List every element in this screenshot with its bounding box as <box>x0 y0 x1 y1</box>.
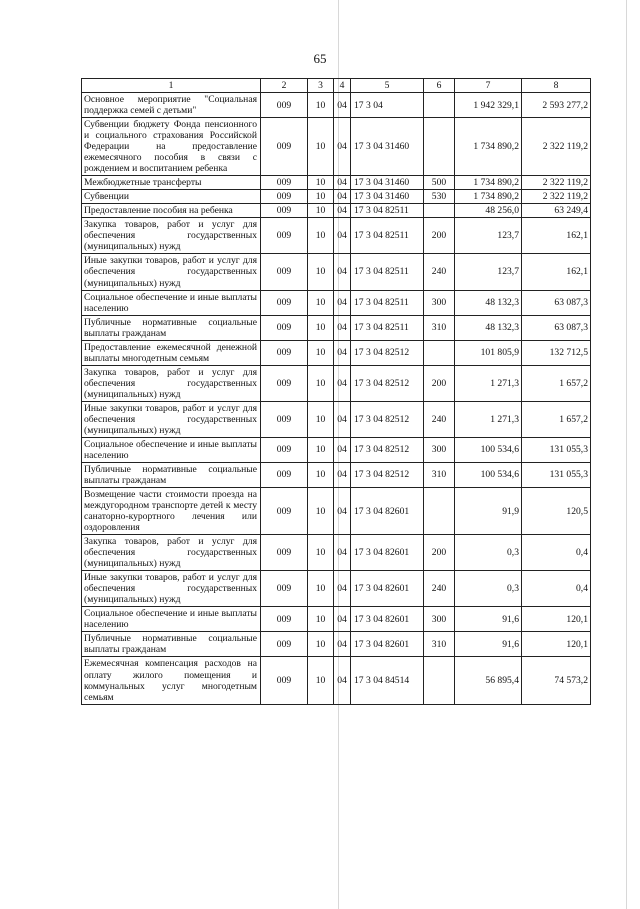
target-article-code: 17 3 04 82512 <box>351 340 424 365</box>
amount-col-8: 162,1 <box>522 218 591 254</box>
target-article-code: 17 3 04 84514 <box>351 657 424 704</box>
target-article-code: 17 3 04 82511 <box>351 315 424 340</box>
section-code: 10 <box>308 218 334 254</box>
section-code: 10 <box>308 190 334 204</box>
amount-col-8: 0,4 <box>522 535 591 571</box>
target-article-code: 17 3 04 82601 <box>351 535 424 571</box>
section-code: 10 <box>308 93 334 118</box>
section-code: 10 <box>308 365 334 401</box>
subsection-code: 04 <box>334 462 351 487</box>
expense-type-code <box>424 488 455 535</box>
row-name: Публичные нормативные социальные выплаты гражданам <box>82 632 261 657</box>
expense-type-code: 300 <box>424 290 455 315</box>
expense-type-code <box>424 204 455 218</box>
column-header-5: 5 <box>351 79 424 93</box>
section-code: 10 <box>308 437 334 462</box>
subsection-code: 04 <box>334 190 351 204</box>
amount-col-7: 1 271,3 <box>455 401 522 437</box>
table-body <box>82 93 591 705</box>
amount-col-7: 91,9 <box>455 488 522 535</box>
subsection-code: 04 <box>334 571 351 607</box>
column-header-4: 4 <box>334 79 351 93</box>
admin-code: 009 <box>261 632 308 657</box>
admin-code: 009 <box>261 462 308 487</box>
table-row <box>82 462 591 487</box>
amount-col-8: 1 657,2 <box>522 401 591 437</box>
row-name: Субвенции бюджету Фонда пенсионного и социального страхования Российской Федерации на предоставление ежемесячного пособия в связи с рождением и воспитанием ребенка <box>82 118 261 176</box>
row-name: Субвенции <box>82 190 261 204</box>
expense-type-code: 200 <box>424 365 455 401</box>
section-code: 10 <box>308 632 334 657</box>
subsection-code: 04 <box>334 437 351 462</box>
subsection-code: 04 <box>334 290 351 315</box>
admin-code: 009 <box>261 218 308 254</box>
admin-code: 009 <box>261 437 308 462</box>
table-row <box>82 190 591 204</box>
subsection-code: 04 <box>334 401 351 437</box>
amount-col-7: 56 895,4 <box>455 657 522 704</box>
expense-type-code: 530 <box>424 190 455 204</box>
admin-code: 009 <box>261 93 308 118</box>
subsection-code: 04 <box>334 204 351 218</box>
amount-col-8: 74 573,2 <box>522 657 591 704</box>
amount-col-7: 100 534,6 <box>455 437 522 462</box>
amount-col-8: 162,1 <box>522 254 591 290</box>
section-code: 10 <box>308 571 334 607</box>
subsection-code: 04 <box>334 657 351 704</box>
table-row <box>82 176 591 190</box>
table-row <box>82 401 591 437</box>
row-name: Закупка товаров, работ и услуг для обеспечения государственных (муниципальных) нужд <box>82 365 261 401</box>
expense-type-code <box>424 93 455 118</box>
row-name: Социальное обеспечение и иные выплаты населению <box>82 437 261 462</box>
target-article-code: 17 3 04 82512 <box>351 437 424 462</box>
table-row <box>82 365 591 401</box>
subsection-code: 04 <box>334 340 351 365</box>
budget-table-container <box>81 78 590 705</box>
table-row <box>82 93 591 118</box>
section-code: 10 <box>308 118 334 176</box>
target-article-code: 17 3 04 82512 <box>351 462 424 487</box>
section-code: 10 <box>308 315 334 340</box>
amount-col-8: 120,5 <box>522 488 591 535</box>
subsection-code: 04 <box>334 254 351 290</box>
table-row <box>82 437 591 462</box>
expense-type-code: 300 <box>424 607 455 632</box>
column-header-1: 1 <box>82 79 261 93</box>
target-article-code: 17 3 04 82511 <box>351 290 424 315</box>
table-row <box>82 118 591 176</box>
target-article-code: 17 3 04 82601 <box>351 571 424 607</box>
table-row <box>82 254 591 290</box>
table-header-row <box>82 79 591 93</box>
amount-col-7: 1 271,3 <box>455 365 522 401</box>
amount-col-7: 1 734 890,2 <box>455 118 522 176</box>
table-row <box>82 218 591 254</box>
expense-type-code: 240 <box>424 254 455 290</box>
table-row <box>82 571 591 607</box>
amount-col-7: 0,3 <box>455 571 522 607</box>
target-article-code: 17 3 04 82601 <box>351 488 424 535</box>
admin-code: 009 <box>261 607 308 632</box>
subsection-code: 04 <box>334 315 351 340</box>
section-code: 10 <box>308 462 334 487</box>
admin-code: 009 <box>261 340 308 365</box>
amount-col-8: 131 055,3 <box>522 462 591 487</box>
expense-type-code: 200 <box>424 535 455 571</box>
target-article-code: 17 3 04 31460 <box>351 118 424 176</box>
amount-col-7: 1 734 890,2 <box>455 176 522 190</box>
subsection-code: 04 <box>334 118 351 176</box>
admin-code: 009 <box>261 365 308 401</box>
amount-col-8: 120,1 <box>522 632 591 657</box>
expense-type-code: 310 <box>424 462 455 487</box>
admin-code: 009 <box>261 571 308 607</box>
budget-table <box>81 78 591 705</box>
column-header-7: 7 <box>455 79 522 93</box>
table-row <box>82 290 591 315</box>
row-name: Основное мероприятие "Социальная поддержка семей с детьми" <box>82 93 261 118</box>
table-row <box>82 488 591 535</box>
admin-code: 009 <box>261 290 308 315</box>
amount-col-8: 2 593 277,2 <box>522 93 591 118</box>
amount-col-7: 48 132,3 <box>455 315 522 340</box>
target-article-code: 17 3 04 82512 <box>351 365 424 401</box>
amount-col-7: 91,6 <box>455 632 522 657</box>
target-article-code: 17 3 04 31460 <box>351 190 424 204</box>
column-header-3: 3 <box>308 79 334 93</box>
admin-code: 009 <box>261 254 308 290</box>
subsection-code: 04 <box>334 218 351 254</box>
section-code: 10 <box>308 254 334 290</box>
amount-col-8: 1 657,2 <box>522 365 591 401</box>
admin-code: 009 <box>261 204 308 218</box>
expense-type-code: 200 <box>424 218 455 254</box>
row-name: Закупка товаров, работ и услуг для обеспечения государственных (муниципальных) нужд <box>82 535 261 571</box>
table-row <box>82 607 591 632</box>
amount-col-8: 132 712,5 <box>522 340 591 365</box>
row-name: Закупка товаров, работ и услуг для обеспечения государственных (муниципальных) нужд <box>82 218 261 254</box>
row-name: Публичные нормативные социальные выплаты гражданам <box>82 315 261 340</box>
expense-type-code <box>424 118 455 176</box>
target-article-code: 17 3 04 31460 <box>351 176 424 190</box>
row-name: Ежемесячная компенсация расходов на оплату жилого помещения и коммунальных услуг многодетным семьям <box>82 657 261 704</box>
subsection-code: 04 <box>334 535 351 571</box>
amount-col-7: 91,6 <box>455 607 522 632</box>
amount-col-8: 120,1 <box>522 607 591 632</box>
section-code: 10 <box>308 340 334 365</box>
expense-type-code <box>424 657 455 704</box>
subsection-code: 04 <box>334 607 351 632</box>
section-code: 10 <box>308 607 334 632</box>
table-row <box>82 632 591 657</box>
amount-col-8: 63 087,3 <box>522 315 591 340</box>
admin-code: 009 <box>261 315 308 340</box>
row-name: Межбюджетные трансферты <box>82 176 261 190</box>
row-name: Публичные нормативные социальные выплаты гражданам <box>82 462 261 487</box>
expense-type-code <box>424 340 455 365</box>
row-name: Предоставление ежемесячной денежной выплаты многодетным семьям <box>82 340 261 365</box>
amount-col-7: 48 256,0 <box>455 204 522 218</box>
admin-code: 009 <box>261 190 308 204</box>
amount-col-7: 1 734 890,2 <box>455 190 522 204</box>
expense-type-code: 310 <box>424 315 455 340</box>
table-row <box>82 340 591 365</box>
expense-type-code: 240 <box>424 401 455 437</box>
expense-type-code: 300 <box>424 437 455 462</box>
row-name: Возмещение части стоимости проезда на междугородном транспорте детей к месту санаторно-курортного лечения или оздоровления <box>82 488 261 535</box>
admin-code: 009 <box>261 535 308 571</box>
amount-col-8: 63 087,3 <box>522 290 591 315</box>
target-article-code: 17 3 04 82601 <box>351 607 424 632</box>
amount-col-8: 2 322 119,2 <box>522 118 591 176</box>
table-row <box>82 657 591 704</box>
page-number: 65 <box>313 51 327 66</box>
amount-col-8: 2 322 119,2 <box>522 190 591 204</box>
amount-col-8: 63 249,4 <box>522 204 591 218</box>
admin-code: 009 <box>261 118 308 176</box>
admin-code: 009 <box>261 657 308 704</box>
amount-col-7: 123,7 <box>455 218 522 254</box>
admin-code: 009 <box>261 401 308 437</box>
section-code: 10 <box>308 657 334 704</box>
section-code: 10 <box>308 401 334 437</box>
column-header-2: 2 <box>261 79 308 93</box>
row-name: Иные закупки товаров, работ и услуг для обеспечения государственных (муниципальных) нужд <box>82 401 261 437</box>
target-article-code: 17 3 04 82511 <box>351 254 424 290</box>
row-name: Иные закупки товаров, работ и услуг для обеспечения государственных (муниципальных) нужд <box>82 571 261 607</box>
section-code: 10 <box>308 176 334 190</box>
expense-type-code: 240 <box>424 571 455 607</box>
section-code: 10 <box>308 290 334 315</box>
subsection-code: 04 <box>334 365 351 401</box>
column-header-8: 8 <box>522 79 591 93</box>
row-name: Предоставление пособия на ребенка <box>82 204 261 218</box>
target-article-code: 17 3 04 82512 <box>351 401 424 437</box>
amount-col-7: 101 805,9 <box>455 340 522 365</box>
amount-col-8: 131 055,3 <box>522 437 591 462</box>
amount-col-8: 0,4 <box>522 571 591 607</box>
target-article-code: 17 3 04 82511 <box>351 218 424 254</box>
row-name: Социальное обеспечение и иные выплаты населению <box>82 607 261 632</box>
amount-col-7: 100 534,6 <box>455 462 522 487</box>
amount-col-8: 2 322 119,2 <box>522 176 591 190</box>
column-header-6: 6 <box>424 79 455 93</box>
section-code: 10 <box>308 204 334 218</box>
section-code: 10 <box>308 535 334 571</box>
subsection-code: 04 <box>334 488 351 535</box>
section-code: 10 <box>308 488 334 535</box>
table-row <box>82 204 591 218</box>
amount-col-7: 48 132,3 <box>455 290 522 315</box>
subsection-code: 04 <box>334 176 351 190</box>
admin-code: 009 <box>261 176 308 190</box>
target-article-code: 17 3 04 82601 <box>351 632 424 657</box>
expense-type-code: 310 <box>424 632 455 657</box>
amount-col-7: 1 942 329,1 <box>455 93 522 118</box>
amount-col-7: 0,3 <box>455 535 522 571</box>
row-name: Социальное обеспечение и иные выплаты населению <box>82 290 261 315</box>
table-row <box>82 315 591 340</box>
amount-col-7: 123,7 <box>455 254 522 290</box>
target-article-code: 17 3 04 <box>351 93 424 118</box>
subsection-code: 04 <box>334 632 351 657</box>
expense-type-code: 500 <box>424 176 455 190</box>
table-row <box>82 535 591 571</box>
target-article-code: 17 3 04 82511 <box>351 204 424 218</box>
row-name: Иные закупки товаров, работ и услуг для обеспечения государственных (муниципальных) нужд <box>82 254 261 290</box>
subsection-code: 04 <box>334 93 351 118</box>
admin-code: 009 <box>261 488 308 535</box>
